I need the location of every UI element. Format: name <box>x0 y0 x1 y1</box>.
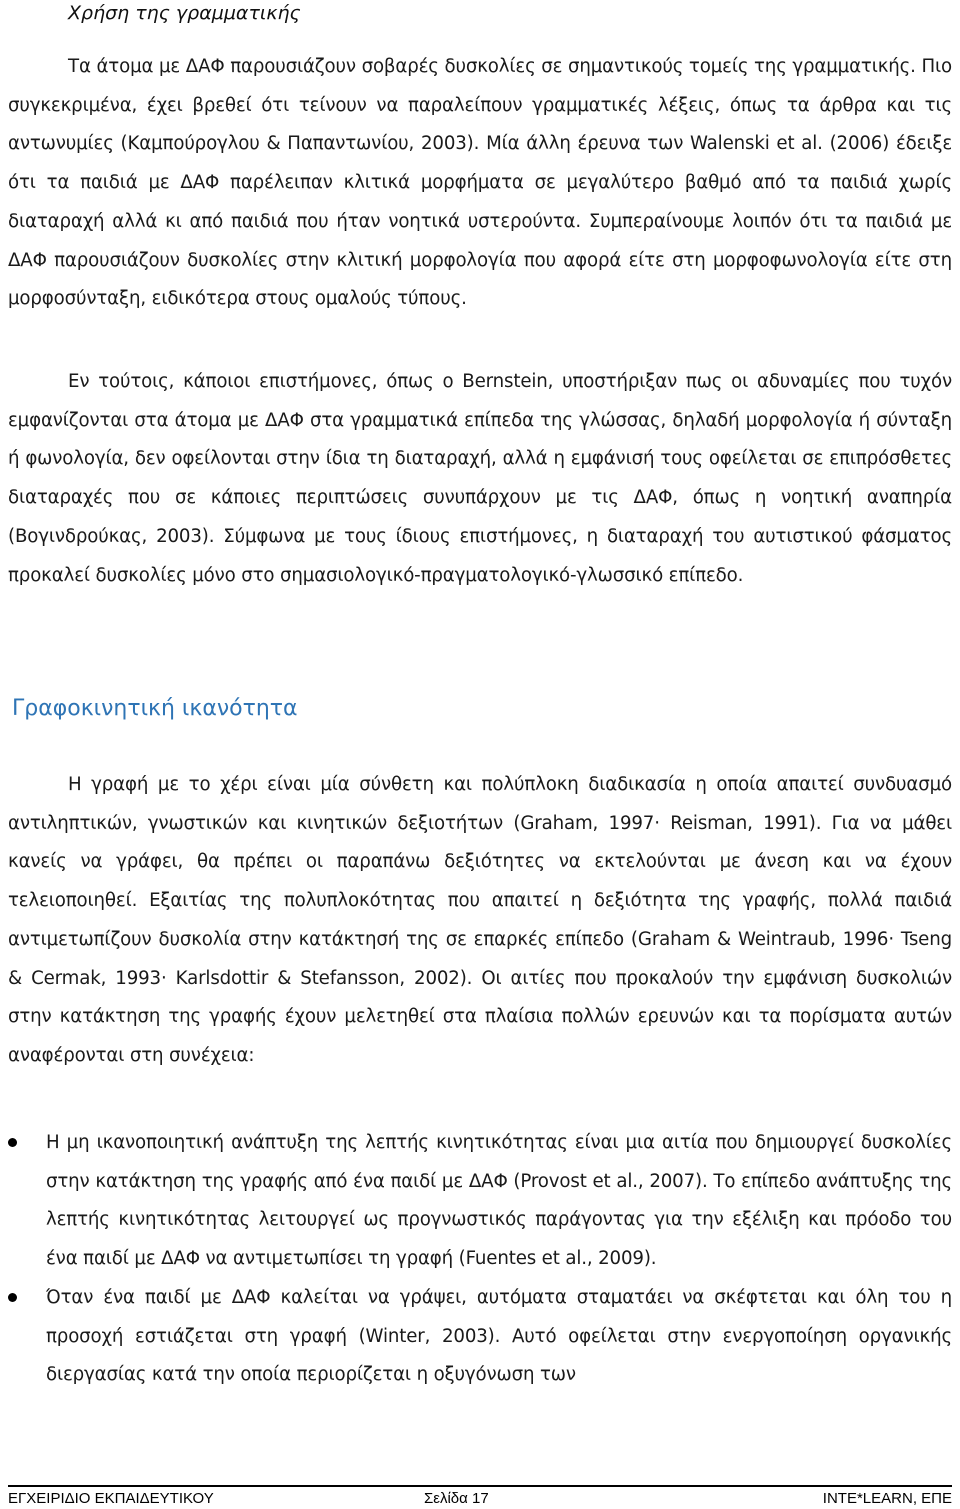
paragraph-bernstein-view: Εν τούτοις, κάποιοι επιστήμονες, όπως ο Bernstein, υποστήριξαν πως οι αδυναμίες που τυχόν εμφανίζονται στα άτομα με ΔΑΦ στα γραμματικά επίπεδα της γλώσσας, δηλαδή μορφολογία ή σύνταξη ή φωνολογία, δεν οφείλονται στην ίδια τη διαταραχή, αλλά η εμφάνισή τους οφείλεται σε επιπρόσθετες διαταραχές που σε κάποιες περιπτώσεις συνυπάρχουν με τις ΔΑΦ, όπως η νοητική αναπηρία (Βογινδρούκας, 2003). Σύμφωνα με τους ίδιους επιστήμονες, η διαταραχή του αυτιστικού φάσματος προκαλεί δυσκολίες μόνο στο σημασιολογικό-πραγματολογικό-γλωσσικό επίπεδο. <box>8 371 952 586</box>
page-footer <box>8 1489 952 1509</box>
footer-publisher: INTE*LEARN, ΕΠΕ <box>822 1490 952 1507</box>
subsection-heading: Χρήση της γραμματικής <box>68 2 301 24</box>
list-item <box>0 1124 952 1279</box>
bullet-text: Η μη ικανοποιητική ανάπτυξη της λεπτής κινητικότητας είναι μια αιτία που δημιουργεί δυσκολίες στην κατάκτηση της γραφής από ένα παιδί με ΔΑΦ (Provost et al., 2007). Το επίπεδο ανάπτυξης της λεπτής κινητικότητας λειτουργεί ως προγνωστικός παράγοντας για την εξέλιξη και πρόοδο του ένα παιδί με ΔΑΦ να αντιμετωπίσει τη γραφή (Fuentes et al., 2009). <box>46 1132 952 1270</box>
list-item <box>0 1279 952 1395</box>
causes-bullet-list <box>0 1124 960 1395</box>
section-title-graphomotor: Γραφοκινητική ικανότητα <box>12 696 298 721</box>
bullet-dot-icon <box>8 1293 17 1302</box>
footer-divider <box>8 1485 952 1487</box>
paragraph-grammar-difficulties: Τα άτομα με ΔΑΦ παρουσιάζουν σοβαρές δυσκολίες σε σημαντικούς τομείς της γραμματικής. Πιο συγκεκριμένα, έχει βρεθεί ότι τείνουν να παραλείπουν γραμματικές λέξεις, όπως τα άρθρα και τις αντωνυμίες (Καμπούρογλου & Παπαντωνίου, 2003). Μία άλλη έρευνα των Walenski et al. (2006) έδειξε ότι τα παιδιά με ΔΑΦ παρέλειπαν κλιτικά μορφήματα σε μεγαλύτερο βαθμό από τα παιδιά χωρίς διαταραχή αλλά κι από παιδιά που ήταν νοητικά υστερούντα. Συμπεραίνουμε λοιπόν ότι τα παιδιά με ΔΑΦ παρουσιάζουν δυσκολίες στην κλιτική μορφολογία που αφορά είτε στη μορφοφωνολογία είτε στη μορφοσύνταξη, ειδικότερα στους ομαλούς τύπους. <box>8 56 952 310</box>
bullet-text: Όταν ένα παιδί με ΔΑΦ καλείται να γράψει, αυτόματα σταματάει να σκέφτεται και όλη του η προσοχή εστιάζεται στη γραφή (Winter, 2003). Αυτό οφείλεται στην ενεργοποίηση οργανικής διεργασίας κατά την οποία περιορίζεται η οξυγόνωση των <box>46 1286 952 1386</box>
paragraph-handwriting: Η γραφή με το χέρι είναι μία σύνθετη και πολύπλοκη διαδικασία η οποία απαιτεί συνδυασμό αντιληπτικών, γνωστικών και κινητικών δεξιοτήτων (Graham, 1997· Reisman, 1991). Για να μάθει κανείς να γράφει, θα πρέπει οι παραπάνω δεξιότητες να εκτελούνται με άνεση και να έχουν τελειοποιηθεί. Εξαιτίας της πολυπλοκότητας που απαιτεί η δεξιότητα της γραφής, πολλά παιδιά αντιμετωπίζουν δυσκολία στην κατάκτησή της σε επαρκές επίπεδο (Graham & Weintraub, 1996· Tseng & Cermak, 1993· Karlsdottir & Stefansson, 2002). Οι αιτίες που προκαλούν την εμφάνιση δυσκολιών στην κατάκτηση της γραφής έχουν μελετηθεί στα πλαίσια πολλών ερευνών και τα πορίσματα αυτών αναφέρονται στη συνέχεια: <box>8 774 952 1066</box>
footer-document-title: ΕΓΧΕΙΡΙΔΙΟ ΕΚΠΑΙΔΕΥΤΙΚΟΥ <box>8 1490 214 1507</box>
bullet-dot-icon <box>8 1138 17 1147</box>
footer-page-number: Σελίδα 17 <box>424 1490 489 1507</box>
